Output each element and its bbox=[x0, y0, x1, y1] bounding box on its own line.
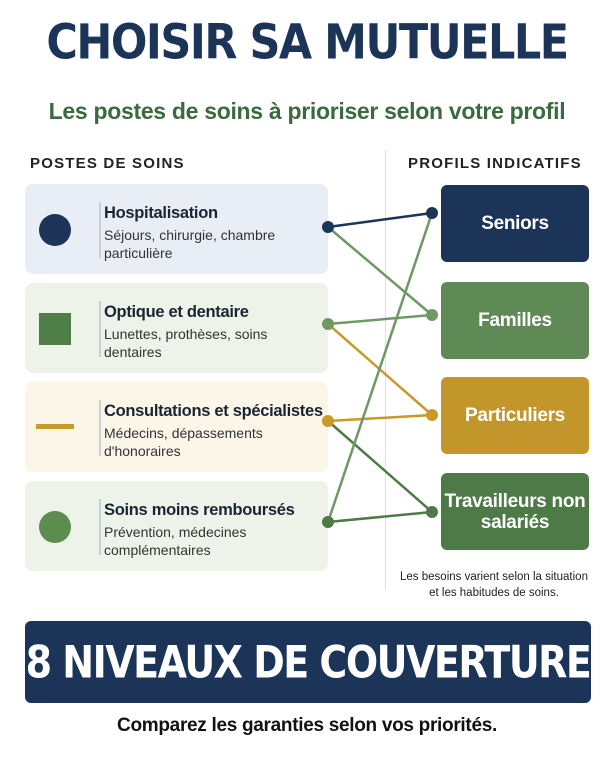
card-title: Consultations et spécialistes bbox=[104, 402, 323, 420]
left-column-heading: POSTES DE SOINS bbox=[30, 155, 185, 172]
profile-familles: Familles bbox=[441, 282, 589, 359]
card-title: Soins moins remboursés bbox=[104, 501, 295, 519]
right-column-heading: PROFILS INDICATIFS bbox=[408, 155, 582, 172]
link-dot bbox=[426, 207, 438, 219]
note-text: Les besoins varient selon la situation et les habitudes de soins. bbox=[400, 571, 588, 599]
link-line bbox=[328, 315, 432, 324]
link-dot bbox=[426, 506, 438, 518]
card-description: Médecins, dépassements d'honoraires bbox=[104, 425, 263, 459]
link-line bbox=[328, 512, 432, 522]
link-dot bbox=[322, 516, 334, 528]
page-subtitle: Les postes de soins à prioriser selon votre profil bbox=[48, 98, 566, 124]
card-title: Optique et dentaire bbox=[104, 303, 249, 321]
profile-seniors: Seniors bbox=[441, 185, 589, 262]
link-dot bbox=[426, 409, 438, 421]
profile-particuliers: Particuliers bbox=[441, 377, 589, 454]
card-description: Séjours, chirurgie, chambre particulière bbox=[104, 227, 276, 261]
card-title: Hospitalisation bbox=[104, 204, 218, 222]
banner-text: 8 NIVEAUX DE COUVERTURE bbox=[25, 636, 591, 688]
card-description: Lunettes, prothèses, soins dentaires bbox=[104, 326, 268, 360]
link-line bbox=[328, 415, 432, 421]
link-dot bbox=[322, 221, 334, 233]
page-title: CHOISIR SA MUTUELLE bbox=[46, 15, 568, 71]
link-line bbox=[328, 213, 432, 227]
link-dot bbox=[322, 318, 334, 330]
link-dot bbox=[322, 415, 334, 427]
footer-text: Comparez les garanties selon vos priorités. bbox=[117, 715, 497, 736]
profile-travailleurs-non-salaries: Travailleurs non salariés bbox=[441, 473, 589, 550]
link-dot bbox=[426, 309, 438, 321]
link-line bbox=[328, 213, 432, 522]
link-line bbox=[328, 421, 432, 512]
link-line bbox=[328, 227, 432, 315]
card-description: Prévention, médecines complémentaires bbox=[104, 524, 247, 558]
coverage-banner bbox=[25, 621, 591, 703]
